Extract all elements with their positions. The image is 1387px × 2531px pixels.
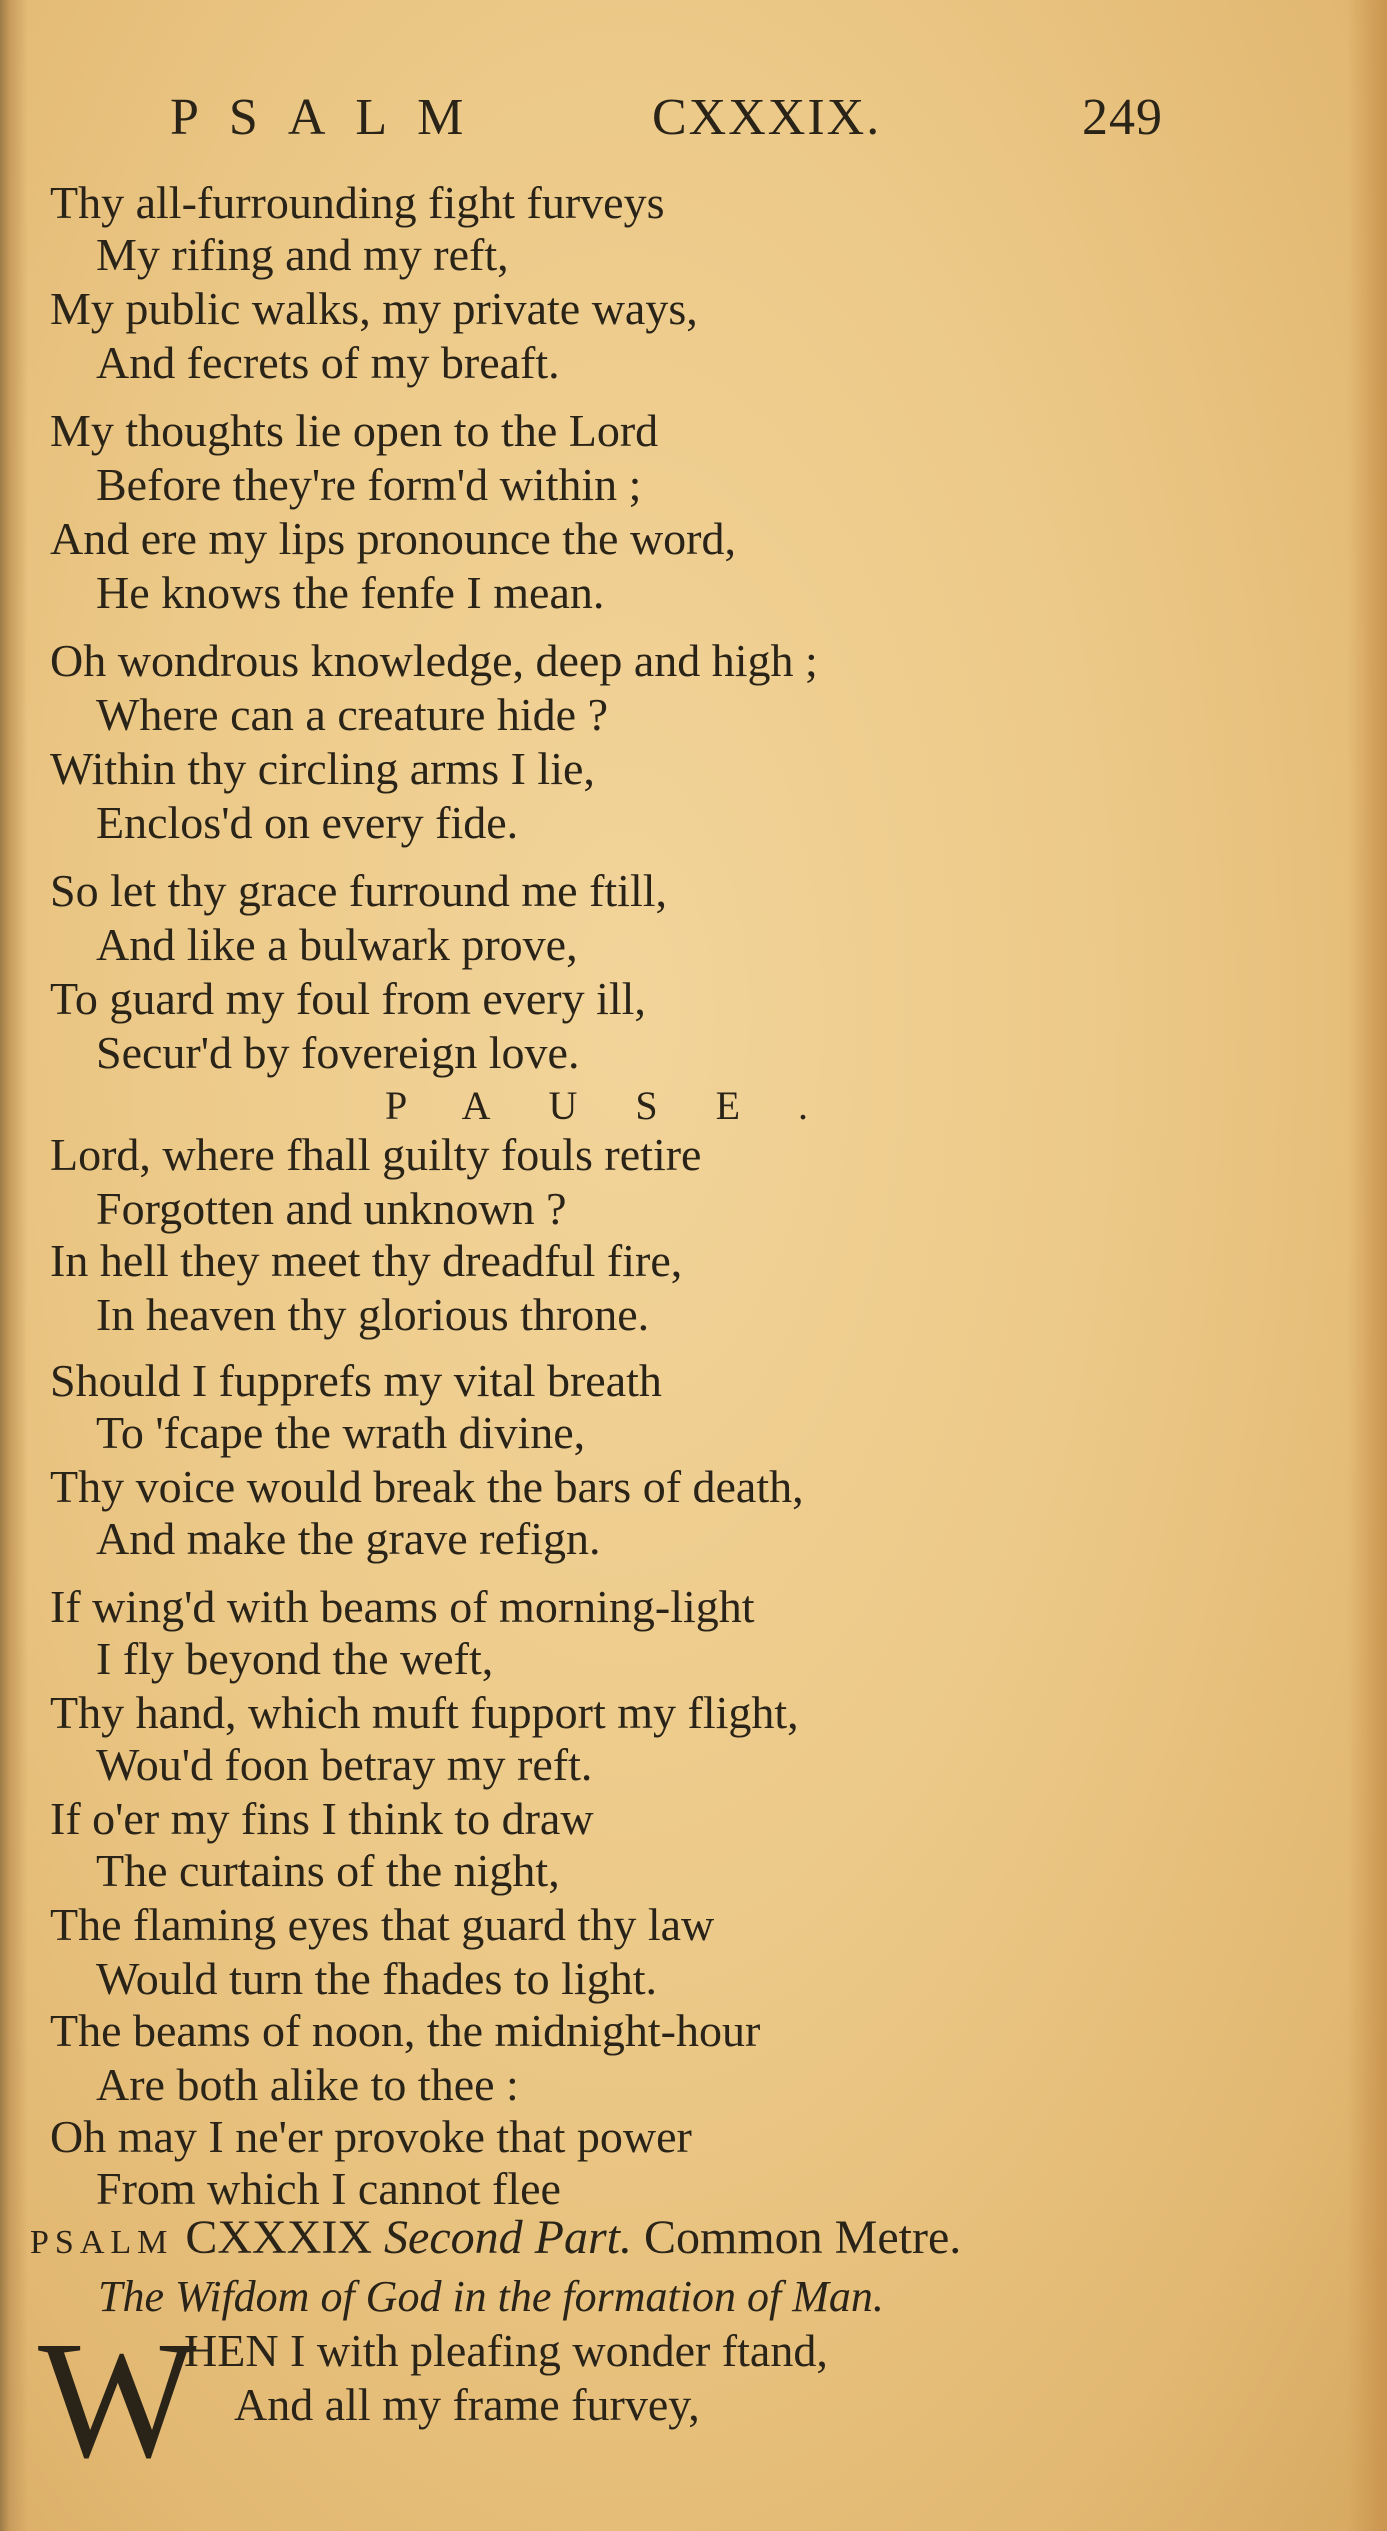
verse-line: Are both alike to thee :	[96, 2059, 519, 2110]
page-edge-shadow	[1347, 0, 1387, 2531]
part-heading-metre: Common Metre.	[643, 2211, 962, 2264]
verse-line: Where can a creature hide ?	[96, 689, 609, 740]
verse-line: HEN I with pleafing wonder ftand,	[184, 2325, 828, 2376]
header-title: PSALM	[170, 89, 494, 146]
verse-line: The curtains of the night,	[96, 1845, 560, 1896]
verse-line: The flaming eyes that guard thy law	[50, 1899, 715, 1950]
verse-line: From which I cannot flee	[96, 2163, 561, 2214]
page-binding-shadow	[0, 0, 28, 2531]
verse-line: Within thy circling arms I lie,	[50, 743, 595, 794]
verse-line: My thoughts lie open to the Lord	[50, 405, 659, 456]
verse-line: If wing'd with beams of morning-light	[50, 1581, 755, 1632]
verse-line: My public walks, my private ways,	[50, 283, 698, 334]
verse-line: If o'er my fins I think to draw	[50, 1793, 594, 1844]
part-heading	[30, 2210, 961, 2265]
verse-line: I fly beyond the weft,	[96, 1633, 494, 1684]
verse-line: Thy all-furrounding fight furveys	[50, 177, 665, 228]
verse-line: Lord, where fhall guilty fouls retire	[50, 1129, 702, 1180]
drop-cap-letter: W	[38, 2307, 197, 2493]
running-header	[170, 88, 1190, 168]
verse-line: Oh wondrous knowledge, deep and high ;	[50, 635, 818, 686]
verse-line: And fecrets of my breaft.	[96, 337, 560, 388]
verse-line: In hell they meet thy dreadful fire,	[50, 1235, 683, 1286]
verse-line: And ere my lips pronounce the word,	[50, 513, 737, 564]
verse-line: To 'fcape the wrath divine,	[96, 1407, 586, 1458]
verse-line: The beams of noon, the midnight-hour	[50, 2005, 761, 2056]
header-numeral: CXXXIX.	[652, 89, 882, 146]
pause-marker: PAUSE.	[385, 1083, 867, 1128]
part-subtitle: The Wifdom of God in the formation of Man.	[98, 2272, 884, 2321]
part-heading-numeral: CXXXIX	[185, 2211, 373, 2264]
verse-line: Before they're form'd within ;	[96, 459, 642, 510]
verse-line: Wou'd foon betray my reft.	[96, 1739, 593, 1790]
verse-line: He knows the fenfe I mean.	[96, 567, 605, 618]
verse-line: Secur'd by fovereign love.	[96, 1027, 580, 1078]
verse-line: Would turn the fhades to light.	[96, 1953, 657, 2004]
page-number: 249	[1082, 89, 1163, 146]
verse-line: Thy hand, which muft fupport my flight,	[50, 1687, 799, 1738]
verse-line: To guard my foul from every ill,	[50, 973, 646, 1024]
part-heading-part: Second Part.	[384, 2211, 632, 2264]
verse-line: Enclos'd on every fide.	[96, 797, 519, 848]
verse-line: So let thy grace furround me ftill,	[50, 865, 668, 916]
verse-line: Should I fupprefs my vital breath	[50, 1355, 662, 1406]
verse-line: Thy voice would break the bars of death,	[50, 1461, 804, 1512]
verse-line: And like a bulwark prove,	[96, 919, 578, 970]
verse-line: In heaven thy glorious throne.	[96, 1289, 650, 1340]
verse-line: Oh may I ne'er provoke that power	[50, 2111, 692, 2162]
verse-line: My rifing and my reft,	[96, 229, 509, 280]
part-heading-psalm: PSALM	[30, 2224, 174, 2261]
verse-line: And make the grave refign.	[96, 1513, 601, 1564]
verse-line: Forgotten and unknown ?	[96, 1183, 567, 1234]
verse-line: And all my frame furvey,	[234, 2379, 700, 2430]
